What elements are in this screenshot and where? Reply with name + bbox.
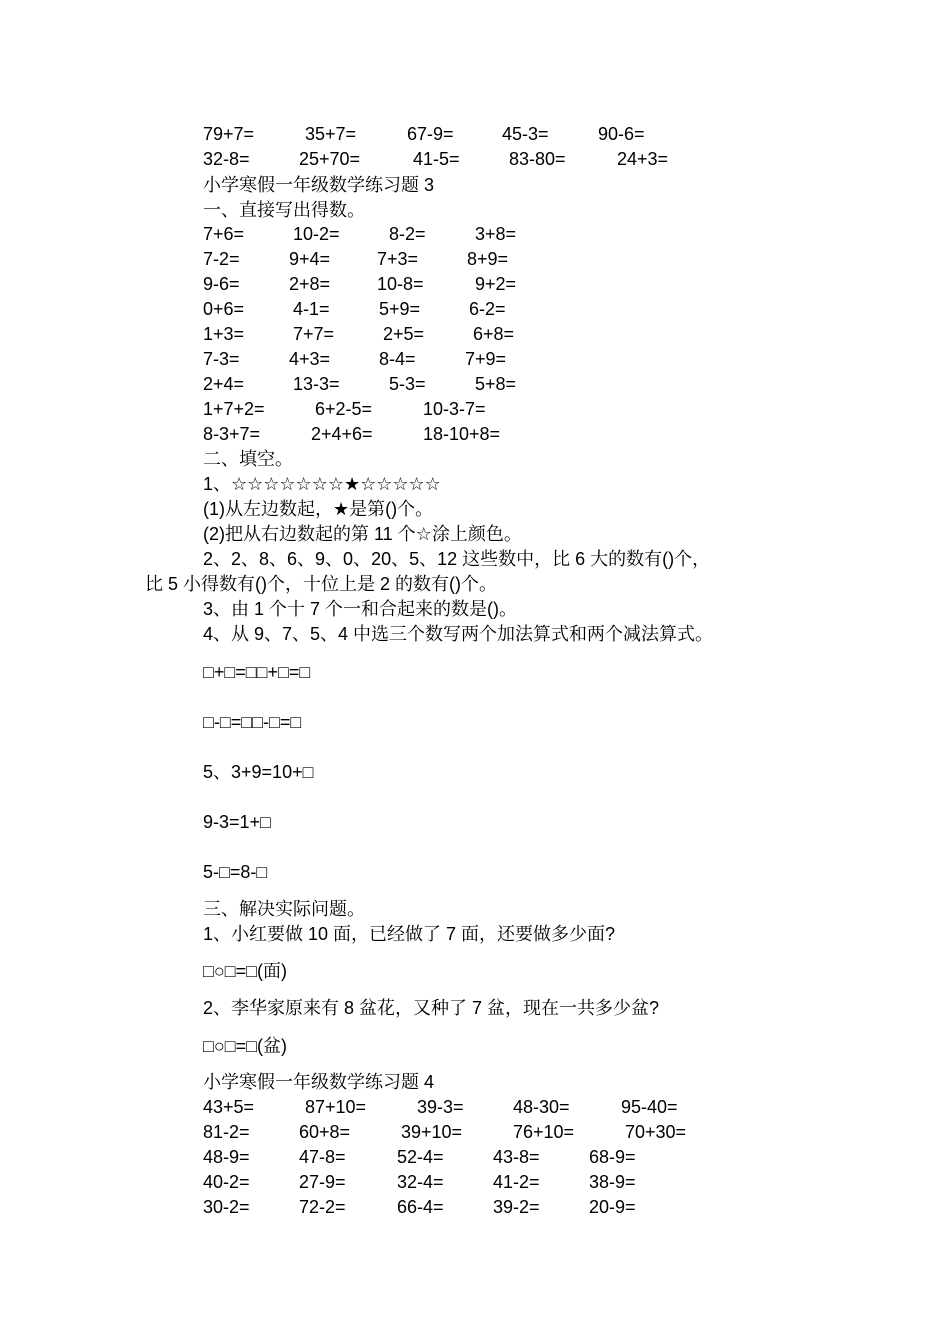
arithmetic-item: 4+3= xyxy=(289,349,331,369)
arithmetic-item: 67-9= xyxy=(407,124,454,144)
arithmetic-item: 41-2= xyxy=(493,1172,540,1192)
arithmetic-item: 52-4= xyxy=(397,1147,444,1167)
question-text: (2)把从右边数起的第 11 个☆涂上颜色。 xyxy=(203,524,522,544)
answer-template: □-□=□□-□=□ xyxy=(203,712,302,732)
section-heading: 一、直接写出得数。 xyxy=(203,200,365,220)
problem-text: 1、小红要做 10 面，已经做了 7 面，还要做多少面? xyxy=(203,924,616,944)
question-text: (1)从左边数起，★是第()个。 xyxy=(203,499,434,519)
question-text: 2、2、8、6、9、0、20、5、12 这些数中，比 6 大的数有()个， xyxy=(203,549,711,569)
arithmetic-item: 9-6= xyxy=(203,274,240,294)
arithmetic-item: 60+8= xyxy=(299,1122,351,1142)
arithmetic-item: 41-5= xyxy=(413,149,460,169)
arithmetic-item: 2+4+6= xyxy=(311,424,373,444)
arithmetic-item: 83-80= xyxy=(509,149,566,169)
arithmetic-item: 79+7= xyxy=(203,124,255,144)
arithmetic-item: 47-8= xyxy=(299,1147,346,1167)
arithmetic-item: 43+5= xyxy=(203,1097,255,1117)
arithmetic-item: 13-3= xyxy=(293,374,340,394)
arithmetic-item: 68-9= xyxy=(589,1147,636,1167)
arithmetic-item: 39+10= xyxy=(401,1122,463,1142)
arithmetic-item: 24+3= xyxy=(617,149,669,169)
arithmetic-item: 40-2= xyxy=(203,1172,250,1192)
arithmetic-item: 2+4= xyxy=(203,374,245,394)
arithmetic-item: 5-3= xyxy=(389,374,426,394)
question-text: 5、3+9=10+□ xyxy=(203,762,314,782)
arithmetic-item: 10-2= xyxy=(293,224,340,244)
arithmetic-item: 7+9= xyxy=(465,349,507,369)
arithmetic-item: 43-8= xyxy=(493,1147,540,1167)
arithmetic-item: 39-2= xyxy=(493,1197,540,1217)
arithmetic-item: 7-2= xyxy=(203,249,240,269)
arithmetic-item: 5+9= xyxy=(379,299,421,319)
question-text: 9-3=1+□ xyxy=(203,812,271,832)
question-text: 5-□=8-□ xyxy=(203,862,268,882)
arithmetic-item: 25+70= xyxy=(299,149,361,169)
arithmetic-item: 9+2= xyxy=(475,274,517,294)
arithmetic-item: 3+8= xyxy=(475,224,517,244)
question-text: 4、从 9、7、5、4 中选三个数写两个加法算式和两个减法算式。 xyxy=(203,624,714,644)
arithmetic-item: 0+6= xyxy=(203,299,245,319)
arithmetic-item: 6+8= xyxy=(473,324,515,344)
arithmetic-item: 48-30= xyxy=(513,1097,570,1117)
question-text: 比 5 小得数有()个，十位上是 2 的数有()个。 xyxy=(145,574,498,594)
section-heading: 二、填空。 xyxy=(203,449,293,469)
arithmetic-item: 32-4= xyxy=(397,1172,444,1192)
arithmetic-item: 8+9= xyxy=(467,249,509,269)
arithmetic-item: 18-10+8= xyxy=(423,424,501,444)
arithmetic-item: 32-8= xyxy=(203,149,250,169)
arithmetic-item: 2+5= xyxy=(383,324,425,344)
arithmetic-item: 8-4= xyxy=(379,349,416,369)
arithmetic-item: 8-3+7= xyxy=(203,424,261,444)
arithmetic-item: 70+30= xyxy=(625,1122,687,1142)
arithmetic-item: 2+8= xyxy=(289,274,331,294)
problem-text: 2、李华家原来有 8 盆花，又种了 7 盆，现在一共多少盆? xyxy=(203,998,660,1018)
arithmetic-item: 38-9= xyxy=(589,1172,636,1192)
arithmetic-item: 5+8= xyxy=(475,374,517,394)
arithmetic-item: 4-1= xyxy=(293,299,330,319)
arithmetic-item: 9+4= xyxy=(289,249,331,269)
arithmetic-item: 45-3= xyxy=(502,124,549,144)
arithmetic-item: 66-4= xyxy=(397,1197,444,1217)
section-title: 小学寒假一年级数学练习题 4 xyxy=(203,1072,435,1092)
arithmetic-item: 8-2= xyxy=(389,224,426,244)
section-title: 小学寒假一年级数学练习题 3 xyxy=(203,175,435,195)
arithmetic-item: 48-9= xyxy=(203,1147,250,1167)
arithmetic-item: 72-2= xyxy=(299,1197,346,1217)
arithmetic-item: 20-9= xyxy=(589,1197,636,1217)
arithmetic-item: 87+10= xyxy=(305,1097,367,1117)
arithmetic-item: 7+6= xyxy=(203,224,245,244)
arithmetic-item: 7-3= xyxy=(203,349,240,369)
arithmetic-item: 95-40= xyxy=(621,1097,678,1117)
arithmetic-item: 6-2= xyxy=(469,299,506,319)
arithmetic-item: 7+3= xyxy=(377,249,419,269)
arithmetic-item: 81-2= xyxy=(203,1122,250,1142)
section-heading: 三、解决实际问题。 xyxy=(203,899,365,919)
question-stars: 1、☆☆☆☆☆☆☆★☆☆☆☆☆ xyxy=(203,474,441,494)
arithmetic-item: 39-3= xyxy=(417,1097,464,1117)
arithmetic-item: 1+7+2= xyxy=(203,399,265,419)
answer-template: □+□=□□+□=□ xyxy=(203,662,311,682)
arithmetic-item: 1+3= xyxy=(203,324,245,344)
arithmetic-item: 10-8= xyxy=(377,274,424,294)
arithmetic-item: 7+7= xyxy=(293,324,335,344)
arithmetic-item: 35+7= xyxy=(305,124,357,144)
question-text: 3、由 1 个十 7 个一和合起来的数是()。 xyxy=(203,599,518,619)
arithmetic-item: 30-2= xyxy=(203,1197,250,1217)
arithmetic-item: 90-6= xyxy=(598,124,645,144)
arithmetic-item: 10-3-7= xyxy=(423,399,486,419)
arithmetic-item: 76+10= xyxy=(513,1122,575,1142)
answer-template: □○□=□(面) xyxy=(203,961,287,981)
answer-template: □○□=□(盆) xyxy=(203,1036,287,1056)
arithmetic-item: 27-9= xyxy=(299,1172,346,1192)
arithmetic-item: 6+2-5= xyxy=(315,399,373,419)
